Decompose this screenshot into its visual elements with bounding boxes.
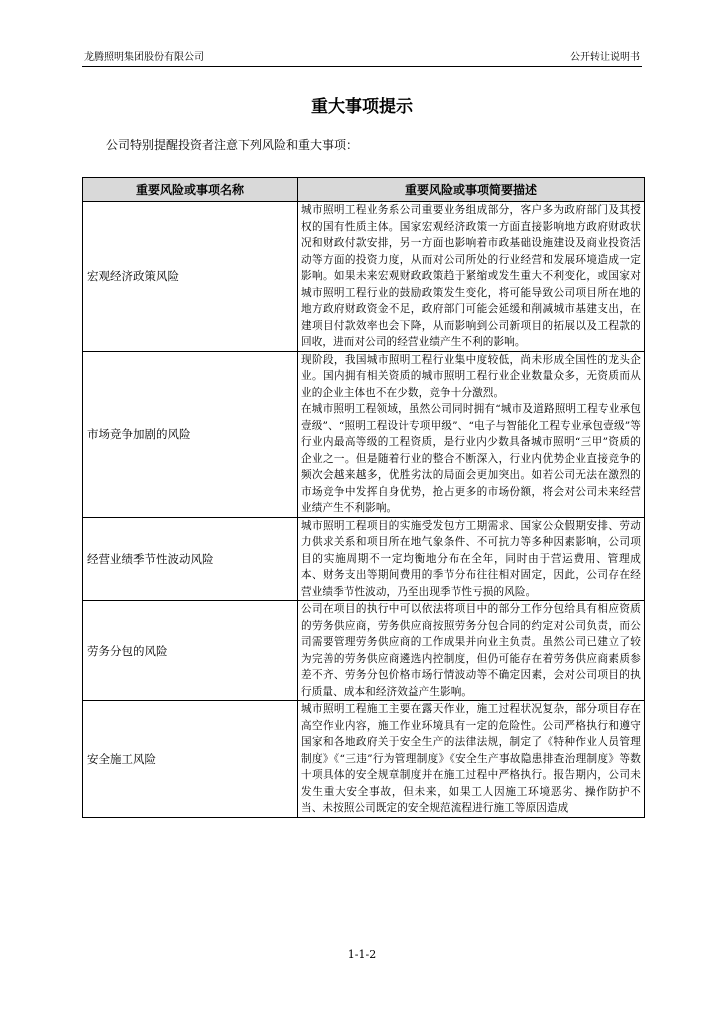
table-header-row: [83, 178, 645, 202]
risk-desc-paragraph: 城市照明工程施工主要在露天作业，施工过程状况复杂，部分项目存在高空作业内容，施工作业环境具有一定的危险性。公司严格执行和遵守国家和各地政府关于安全生产的法律法规，制定了《特种作业人员管理制度》《“三违”行为管理制度》《安全生产事故隐患排查治理制度》等数十项具体的安全规章制度并在施工过程中严格执行。报告期内，公司未发生重大安全事故，但未来，如果工人因施工环境恶劣、操作防护不当、未按照公司既定的安全规范流程进行施工等原因造成: [301, 703, 641, 814]
risk-desc: [298, 351, 645, 517]
table-row: [83, 601, 645, 701]
header-risk-name: 重要风险或事项名称: [83, 178, 298, 202]
risk-name: 市场竞争加剧的风险: [83, 351, 298, 517]
header-company: 龙腾照明集团股份有限公司: [84, 52, 204, 63]
table-row: [83, 351, 645, 517]
risk-name: 经营业绩季节性波动风险: [83, 517, 298, 601]
risk-name: 宏观经济政策风险: [83, 202, 298, 352]
risk-table: [82, 177, 645, 818]
table-row: [83, 202, 645, 352]
risk-desc-paragraph: 城市照明工程业务系公司重要业务组成部分，客户多为政府部门及其授权的国有性质主体。国家宏观经济政策一方面直接影响地方政府财政状况和财政付款安排，另一方面也影响着市政基础设施建设及商业投资活动等方面的投资力度，从而对公司所处的行业经营和发展环境造成一定影响。如果未来宏观财政政策趋于紧缩或发生重大不利变化，或国家对城市照明工程行业的鼓励政策发生变化，将可能导致公司项目所在地的地方政府财政资金不足，政府部门可能会延缓和削减城市基建支出，在建项目付款效率也会下降，从而影响到公司新项目的拓展以及工程款的回收，进而对公司的经营业绩产生不利的影响。: [301, 204, 641, 348]
risk-desc: [298, 202, 645, 352]
page-number: 1-1-2: [347, 948, 377, 961]
risk-name: 安全施工风险: [83, 701, 298, 818]
header-risk-desc: 重要风险或事项简要描述: [298, 178, 645, 202]
risk-desc: [298, 601, 645, 701]
table-row: [83, 517, 645, 601]
risk-desc-paragraph: 在城市照明工程领域，虽然公司同时拥有“城市及道路照明工程专业承包壹级”、“照明工程设计专项甲级”、“电子与智能化工程专业承包壹级”等行业内最高等级的工程资质，是行业内少数具备城市照明“三甲”资质的企业之一。但是随着行业的整合不断深入，行业内优势企业直接竞争的频次会越来越多，优胜劣汰的局面会更加突出。如若公司无法在激烈的市场竞争中发挥自身优势，抢占更多的市场份额，将会对公司未来经营业绩产生不利影响。: [301, 403, 641, 514]
page-title: 重大事项提示: [311, 97, 413, 117]
risk-name: 劳务分包的风险: [83, 601, 298, 701]
risk-desc: [298, 701, 645, 818]
risk-desc-paragraph: 城市照明工程项目的实施受发包方工期需求、国家公众假期安排、劳动力供求关系和项目所在地气象条件、不可抗力等多种因素影响，公司项目的实施周期不一定均衡地分布在全年，同时由于营运费用、管理成本、财务支出等期间费用的季节分布往往相对固定，因此，公司存在经营业绩季节性波动，乃至出现季节性亏损的风险。: [301, 519, 641, 598]
risk-desc: [298, 517, 645, 601]
risk-desc-paragraph: 公司在项目的执行中可以依法将项目中的部分工作分包给具有相应资质的劳务供应商，劳务供应商按照劳务分包合同的约定对公司负责，而公司需要管理劳务供应商的工作成果并向业主负责。虽然公司已建立了较为完善的劳务供应商遴选内控制度，但仍可能存在着劳务供应商素质参差不齐、劳务分包价格市场行情波动等不确定因素，会对公司项目的执行质量、成本和经济效益产生影响。: [301, 603, 641, 698]
risk-desc-paragraph: 现阶段，我国城市照明工程行业集中度较低，尚未形成全国性的龙头企业。国内拥有相关资质的城市照明工程行业企业数量众多，无资质而从业的企业主体也不在少数，竞争十分激烈。: [301, 353, 641, 399]
table-row: [83, 701, 645, 818]
header-doc-type: 公开转让说明书: [570, 52, 640, 63]
intro-text: 公司特别提醒投资者注意下列风险和重大事项：: [106, 138, 359, 152]
